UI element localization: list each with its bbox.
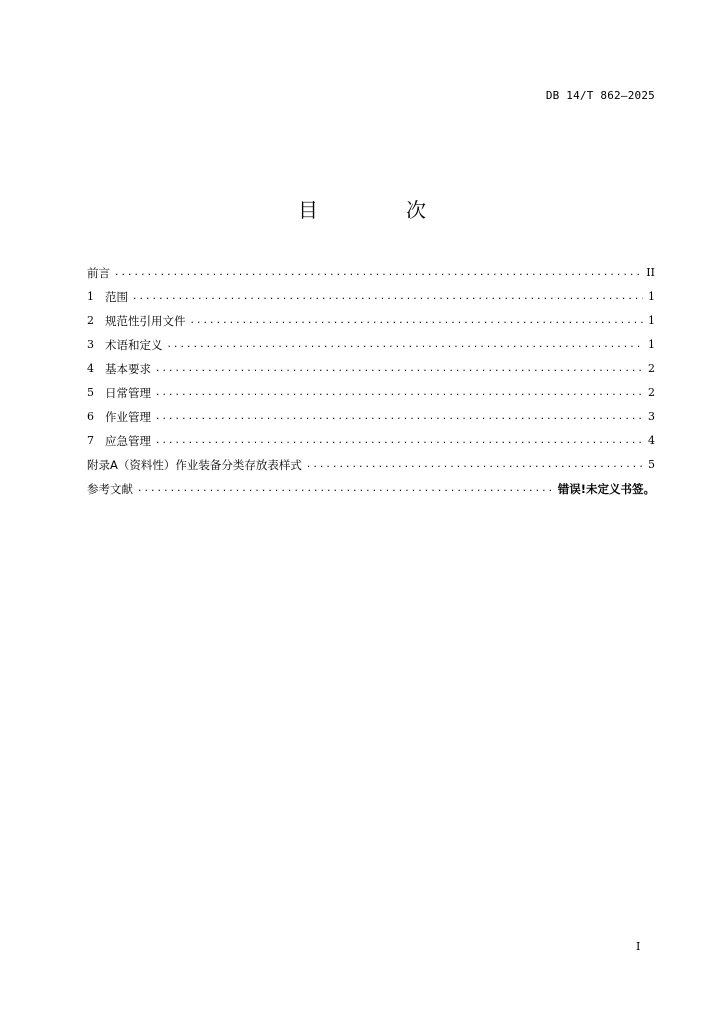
- toc-label: 基本要求: [105, 362, 151, 376]
- toc-page-error: 错误!未定义书签。: [557, 482, 655, 496]
- toc-number: 4: [87, 362, 94, 375]
- toc-page: 1: [648, 290, 655, 303]
- dot-leader: [306, 455, 643, 475]
- dot-leader: [155, 431, 643, 451]
- toc-number: 7: [87, 434, 94, 447]
- toc-page: 3: [648, 410, 655, 423]
- dot-leader: [190, 311, 644, 331]
- toc-number: 6: [87, 410, 94, 423]
- toc-label: 应急管理: [105, 434, 151, 448]
- toc-page: 2: [648, 362, 655, 375]
- dot-leader: [137, 479, 554, 499]
- toc-entry-basic-requirements[interactable]: [87, 355, 655, 379]
- toc-number: 3: [87, 338, 94, 351]
- toc-entry-operation-management[interactable]: [87, 403, 655, 427]
- toc-entry-bibliography[interactable]: [87, 475, 655, 499]
- table-of-contents: [87, 259, 655, 499]
- dot-leader: [155, 359, 643, 379]
- toc-number: 1: [87, 290, 94, 303]
- toc-number: 2: [87, 314, 94, 327]
- toc-page: II: [646, 266, 655, 279]
- toc-number: 5: [87, 386, 94, 399]
- dot-leader: [167, 335, 644, 355]
- toc-label: 作业管理: [105, 410, 151, 424]
- toc-entry-scope[interactable]: [87, 283, 655, 307]
- toc-label: 规范性引用文件: [105, 314, 186, 328]
- page-title: 目 次: [298, 198, 460, 222]
- toc-entry-terms-definitions[interactable]: [87, 331, 655, 355]
- dot-leader: [132, 287, 643, 307]
- toc-label: 术语和定义: [105, 338, 163, 352]
- dot-leader: [155, 407, 643, 427]
- toc-entry-appendix-a[interactable]: [87, 451, 655, 475]
- toc-entry-normative-references[interactable]: [87, 307, 655, 331]
- toc-entry-foreword[interactable]: [87, 259, 655, 283]
- standard-code: DB 14/T 862—2025: [545, 89, 655, 102]
- toc-page: 1: [648, 314, 655, 327]
- page-number: I: [636, 940, 641, 953]
- toc-label: 范围: [105, 290, 128, 304]
- toc-entry-daily-management[interactable]: [87, 379, 655, 403]
- toc-label: 日常管理: [105, 386, 151, 400]
- dot-leader: [155, 383, 643, 403]
- toc-page: 5: [648, 458, 655, 471]
- toc-label: 附录A（资料性）作业装备分类存放表样式: [87, 458, 302, 472]
- toc-page: 2: [648, 386, 655, 399]
- toc-label: 前言: [87, 266, 110, 280]
- toc-page: 4: [648, 434, 655, 447]
- toc-label: 参考文献: [87, 482, 133, 496]
- dot-leader: [114, 263, 642, 283]
- toc-page: 1: [648, 338, 655, 351]
- toc-entry-emergency-management[interactable]: [87, 427, 655, 451]
